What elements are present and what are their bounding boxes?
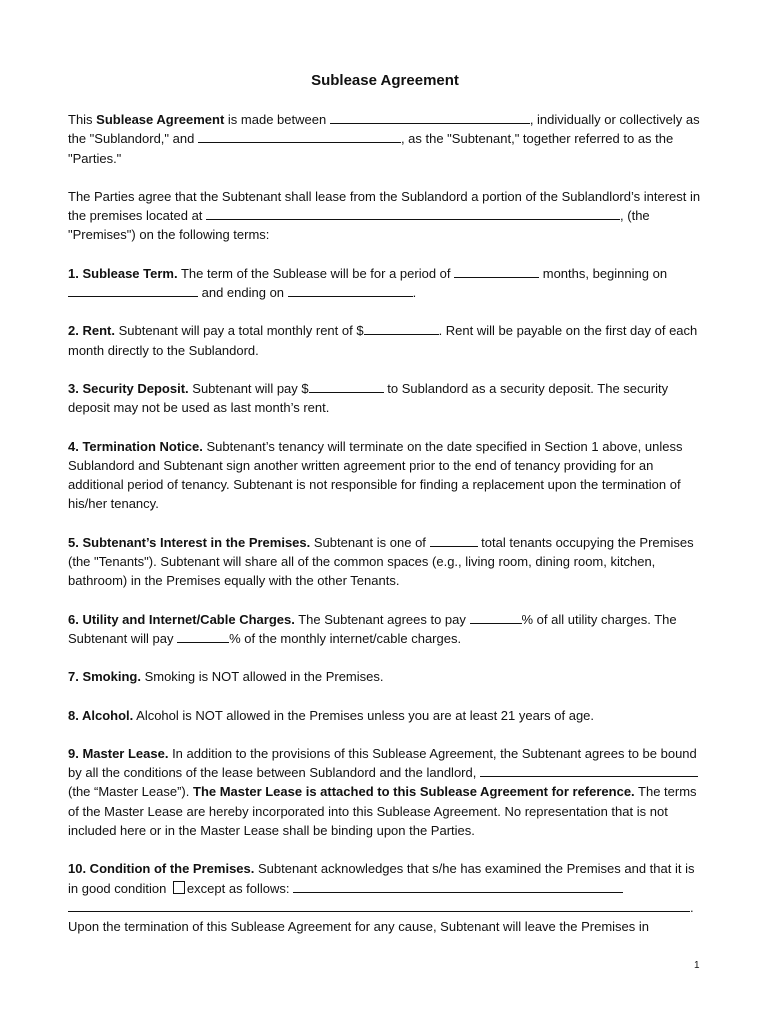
section-heading: 6. Utility and Internet/Cable Charges. [68, 611, 295, 627]
section-text: and ending on [198, 285, 288, 301]
exceptions-blank-line-1[interactable] [293, 880, 623, 893]
landlord-name-blank[interactable] [480, 764, 698, 777]
section-text: % of the monthly internet/cable charges. [229, 630, 462, 646]
section-text: Upon the termination of this Sublease Agreement for any cause, Subtenant will leave the Premises in [68, 919, 649, 935]
section-utility-charges [68, 610, 702, 649]
master-lease-attached-note: The Master Lease is attached to this Sublease Agreement for reference. [193, 784, 635, 800]
section-text: Subtenant acknowledges that s/he has examined the Premises and that it is in good condition [68, 861, 695, 896]
intro-paragraph-premises [68, 187, 702, 245]
section-text: months, beginning on [539, 265, 668, 281]
section-alcohol [68, 706, 702, 725]
intro-text: , (the "Premises") on the following terms: [68, 208, 650, 243]
exceptions-blank-line-2[interactable] [68, 899, 690, 912]
section-text: Subtenant’s tenancy will terminate on the date specified in Section 1 above, unless Sublandord and Subtenant sign another written agreement prior to the end of tenancy providing for an additional period of tenancy. Subtenant is not responsible for finding a replacement upon the termination of his/her tenancy. [68, 438, 683, 512]
section-text: The terms of the Master Lease are hereby incorporated into this Sublease Agreement. No representation that is not included here or in the Master Lease shall be binding upon the Parties. [68, 784, 697, 839]
section-heading: 3. Security Deposit. [68, 380, 189, 396]
section-text: The Subtenant agrees to pay [294, 611, 470, 627]
premises-address-blank[interactable] [206, 207, 620, 220]
intro-text: The Parties agree that the Subtenant shall lease from the Sublandord a portion of the Sublandlord’s interest in the premises located at [68, 188, 701, 224]
section-heading: 4. Termination Notice. [68, 438, 203, 454]
intro-paragraph-parties [68, 110, 702, 168]
subtenant-name-blank[interactable] [198, 130, 401, 143]
section-text: . [690, 899, 694, 915]
total-tenants-blank[interactable] [430, 534, 478, 547]
intro-agreement-name: Sublease Agreement [96, 112, 225, 127]
section-heading: 7. Smoking. [68, 669, 141, 685]
monthly-rent-blank[interactable] [364, 322, 439, 335]
end-date-blank[interactable] [288, 284, 413, 297]
section-text: % of all utility charges. The Subtenant will pay [68, 611, 677, 646]
intro-text: , as the "Subtenant," together referred to as the "Parties." [68, 131, 674, 166]
exceptions-checkbox[interactable] [173, 881, 185, 894]
section-security-deposit [68, 379, 702, 418]
section-text: The term of the Sublease will be for a period of [177, 265, 455, 281]
section-text: total tenants occupying the Premises (the "Tenants"). Subtenant will share all of the common spaces (e.g., living room, dining room, kitchen, bathroom) in the Premises equally with the other Tenants. [68, 534, 694, 589]
section-heading: 10. Condition of the Premises. [68, 861, 255, 877]
section-text: Subtenant will pay a total monthly rent of $ [114, 323, 364, 339]
section-smoking [68, 667, 702, 686]
section-text: Subtenant is one of [310, 534, 430, 550]
section-text: (the “Master Lease”). [68, 784, 193, 800]
section-heading: 9. Master Lease. [68, 745, 169, 761]
term-months-blank[interactable] [454, 265, 539, 278]
section-text: . [412, 285, 417, 301]
intro-text: is made between [224, 112, 330, 127]
section-text: In addition to the provisions of this Sublease Agreement, the Subtenant agrees to be bound by all the conditions of the lease between Sublandord and the landlord, [68, 745, 697, 781]
section-text: Alcohol is NOT allowed in the Premises unless you are at least 21 years of age. [133, 707, 595, 723]
sublandlord-name-blank[interactable] [330, 111, 530, 124]
section-text: to Sublandord as a security deposit. The security deposit may not be used as last month’s rent. [68, 380, 669, 416]
section-subtenant-interest [68, 533, 702, 591]
section-heading: 5. Subtenant’s Interest in the Premises. [68, 534, 311, 550]
section-master-lease [68, 744, 702, 840]
utility-percent-blank[interactable] [470, 611, 522, 624]
section-text: Subtenant will pay $ [188, 380, 309, 396]
document-body [68, 110, 702, 937]
intro-text: , individually or collectively as the "Sublandord," and [68, 112, 700, 147]
document-title: Sublease Agreement [311, 72, 459, 89]
internet-percent-blank[interactable] [177, 630, 229, 643]
section-termination-notice [68, 437, 702, 514]
section-heading: 8. Alcohol. [68, 707, 134, 723]
security-deposit-blank[interactable] [309, 380, 384, 393]
section-text: Smoking is NOT allowed in the Premises. [140, 669, 384, 685]
section-condition-of-premises [68, 859, 702, 936]
page-number: 1 [694, 960, 700, 971]
section-heading: 1. Sublease Term. [68, 265, 178, 281]
start-date-blank[interactable] [68, 284, 198, 297]
intro-text: This [68, 112, 97, 127]
section-rent [68, 321, 702, 360]
section-text: except as follows: [186, 880, 294, 896]
section-text: . Rent will be payable on the first day of each month directly to the Sublandord. [68, 323, 698, 358]
section-sublease-term [68, 264, 702, 303]
section-heading: 2. Rent. [68, 323, 115, 339]
